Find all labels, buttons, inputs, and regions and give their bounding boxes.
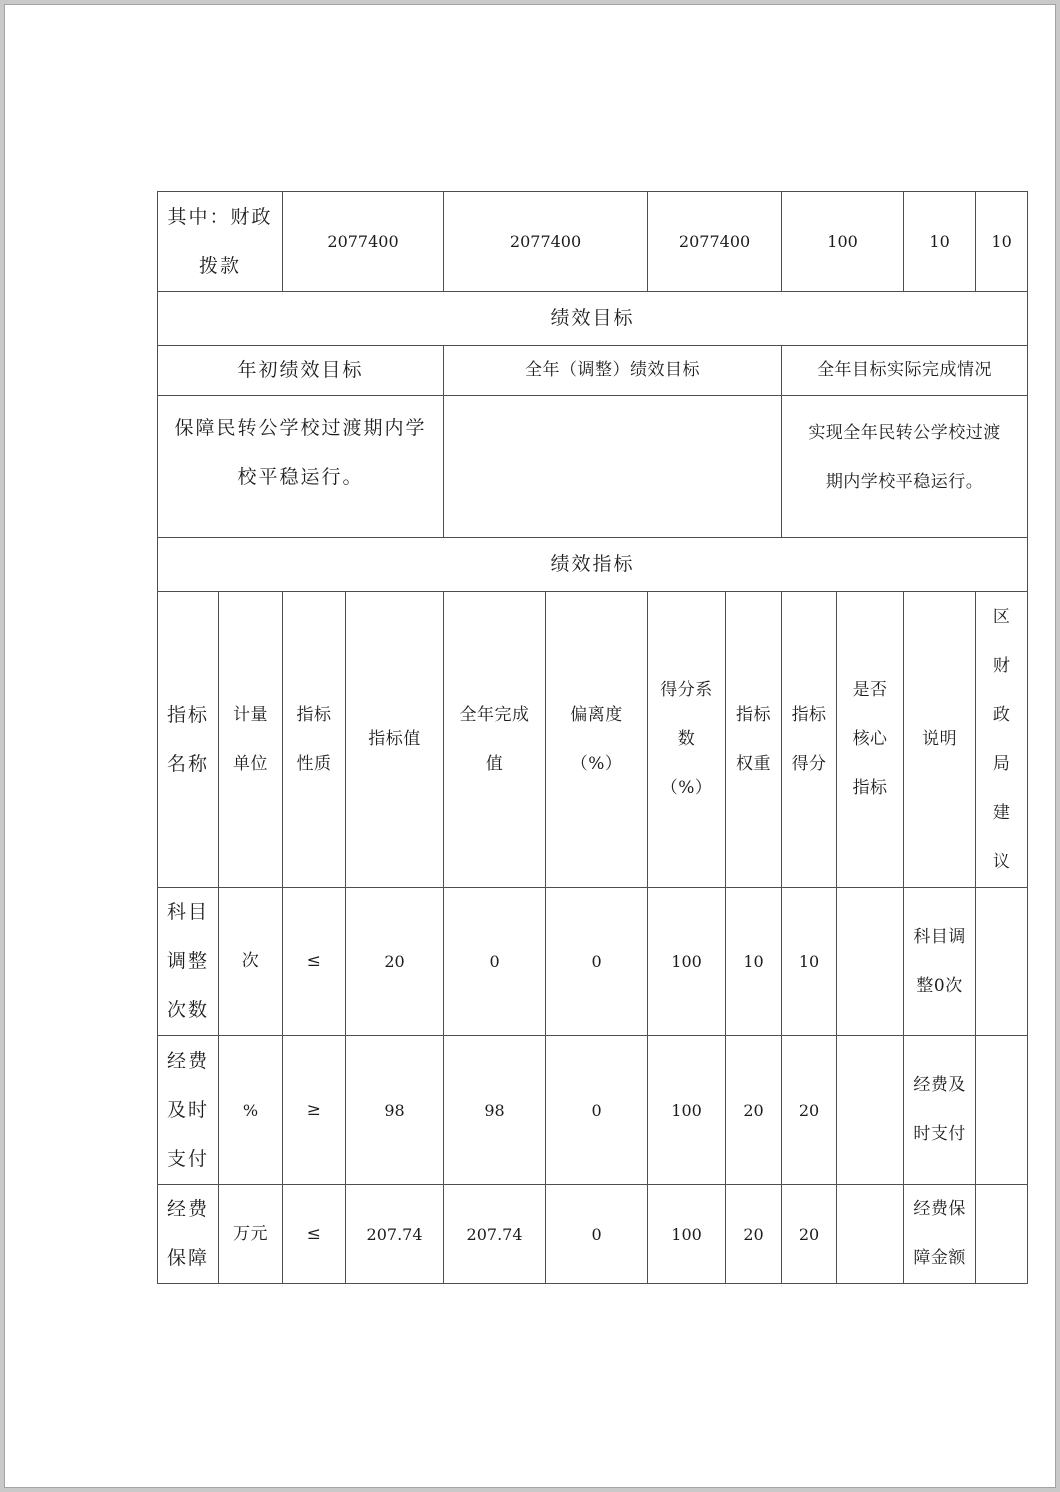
header-line: 财 [992,655,1011,676]
indicator-name-line: 调整 [166,950,209,972]
header-line: 单位 [233,753,268,774]
indicator-actual-value: 0 [444,888,546,1036]
indicator-deviation: 0 [546,1036,648,1185]
indicator-score: 20 [782,1036,837,1185]
indicator-note-line: 整0次 [916,975,963,996]
header-note [904,592,976,888]
table-row [158,1036,1028,1185]
header-line: （%） [570,753,623,774]
indicator-name-line: 经费 [166,1049,209,1072]
indicator-score: 20 [782,1185,837,1284]
actual-completion-header: 全年目标实际完成情况 [782,346,1028,396]
header-nature [283,592,346,888]
indicator-nature: ≥ [283,1036,346,1185]
header-line: 建 [992,802,1011,823]
initial-goal-header: 年初绩效目标 [158,346,444,396]
header-line: 是否 [852,680,888,700]
indicator-note-line: 时支付 [913,1124,966,1144]
header-suggestion [976,592,1028,888]
indicator-name-cell [158,1036,219,1185]
indicator-deviation: 0 [546,1185,648,1284]
indicator-target-value: 20 [346,888,444,1036]
funding-value: 10 [904,192,976,292]
indicator-target-value: 98 [346,1036,444,1185]
header-line: 指标 [296,704,332,725]
indicator-nature: ≤ [283,1185,346,1284]
indicator-unit: % [219,1036,283,1185]
indicator-suggestion [976,1036,1028,1185]
adjusted-goal-cell [444,396,782,538]
indicator-note-cell [904,888,976,1036]
indicator-weight: 20 [726,1185,782,1284]
header-target-value [346,592,444,888]
indicator-name-cell [158,1185,219,1284]
header-line: 政 [992,704,1011,725]
header-deviation [546,592,648,888]
indicator-name-line: 经费 [166,1198,209,1220]
header-line: 权重 [736,753,772,774]
indicator-name-line: 次数 [166,999,209,1021]
indicator-weight: 20 [726,1036,782,1185]
funding-value: 2077400 [648,192,782,292]
initial-goal-line: 保障民转公学校过渡期内学 [174,417,427,439]
funding-value: 2077400 [444,192,648,292]
header-core [837,592,904,888]
actual-completion-line: 期内学校平稳运行。 [825,472,984,492]
indicator-score: 10 [782,888,837,1036]
header-score-coefficient [648,592,726,888]
goals-section-title: 绩效目标 [158,292,1028,346]
initial-goal-cell [158,396,444,538]
indicator-actual-value: 207.74 [444,1185,546,1284]
header-line: 议 [992,851,1011,872]
header-line: 得分 [791,753,827,774]
performance-table [157,191,1028,1284]
indicators-title-row [158,538,1028,592]
header-line: 局 [992,753,1011,774]
header-line: 指标 [736,704,772,725]
header-actual-value [444,592,546,888]
indicator-unit: 次 [219,888,283,1036]
header-weight [726,592,782,888]
header-indicator-name [158,592,219,888]
actual-completion-line: 实现全年民转公学校过渡 [808,423,1001,443]
header-line: 说明 [922,729,958,749]
indicator-nature: ≤ [283,888,346,1036]
funding-value: 2077400 [283,192,444,292]
header-line: （%） [660,778,713,798]
table-row [158,888,1028,1036]
indicator-actual-value: 98 [444,1036,546,1185]
goals-content-row [158,396,1028,538]
indicator-unit: 万元 [219,1185,283,1284]
header-line: 值 [485,753,504,774]
indicators-header-row [158,592,1028,888]
header-line: 得分系 [660,680,713,700]
header-line: 指标 [166,703,209,726]
adjusted-goal-header: 全年（调整）绩效目标 [444,346,782,396]
indicator-name-line: 保障 [166,1247,209,1269]
indicator-weight: 10 [726,888,782,1036]
header-score [782,592,837,888]
actual-completion-cell [782,396,1028,538]
goals-header-row [158,346,1028,396]
indicator-note-cell [904,1185,976,1284]
indicators-section-title: 绩效指标 [158,538,1028,592]
funding-value: 10 [976,192,1028,292]
header-line: 指标 [852,778,888,798]
indicator-note-cell [904,1036,976,1185]
indicator-deviation: 0 [546,888,648,1036]
funding-label-cell [158,192,283,292]
header-line: 计量 [233,704,268,725]
header-line: 名称 [166,752,209,775]
indicator-note-line: 经费及 [913,1075,966,1095]
header-line: 数 [677,729,696,749]
initial-goal-line: 校平稳运行。 [237,466,364,488]
indicator-note-line: 障金额 [913,1248,966,1268]
indicator-core [837,888,904,1036]
indicator-score-coefficient: 100 [648,1185,726,1284]
header-line: 全年完成 [459,704,530,725]
funding-label-line: 其中：财政 [167,205,273,228]
header-line: 核心 [852,729,888,749]
indicator-suggestion [976,1185,1028,1284]
indicator-suggestion [976,888,1028,1036]
goals-title-row [158,292,1028,346]
indicator-name-line: 支付 [166,1147,209,1170]
table-row [158,1185,1028,1284]
indicator-name-cell [158,888,219,1036]
indicator-note-line: 经费保 [913,1199,966,1219]
indicator-score-coefficient: 100 [648,1036,726,1185]
funding-value: 100 [782,192,904,292]
indicator-core [837,1036,904,1185]
indicator-name-line: 科目 [166,901,209,923]
funding-label-line: 拨款 [199,254,242,277]
indicator-target-value: 207.74 [346,1185,444,1284]
header-line: 指标 [791,704,827,725]
header-line: 指标值 [368,729,421,749]
header-line: 区 [992,606,1011,627]
header-unit [219,592,283,888]
header-line: 性质 [296,753,332,774]
funding-row [158,192,1028,292]
indicator-score-coefficient: 100 [648,888,726,1036]
indicator-name-line: 及时 [166,1098,209,1121]
indicator-core [837,1185,904,1284]
header-line: 偏离度 [570,704,623,725]
indicator-note-line: 科目调 [913,926,966,947]
